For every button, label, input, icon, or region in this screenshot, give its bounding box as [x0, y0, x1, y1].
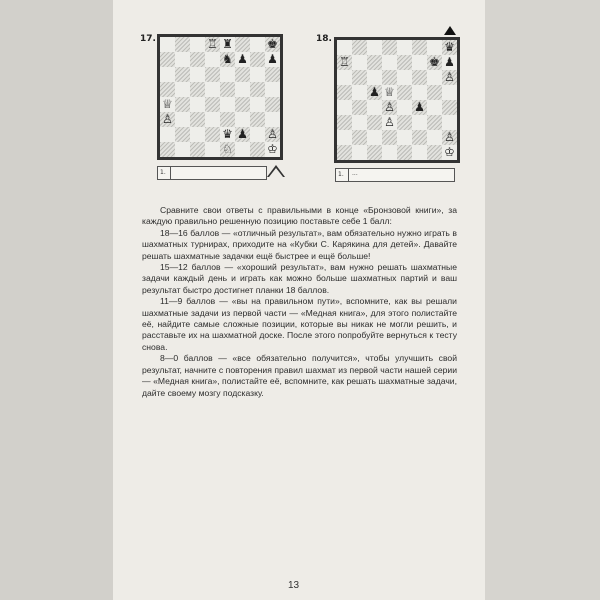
board-square	[175, 112, 190, 127]
white-piece-icon: ♕	[162, 97, 173, 111]
board-square	[190, 142, 205, 157]
board-square	[397, 85, 412, 100]
board-square	[160, 37, 175, 52]
white-piece-icon: ♘	[222, 142, 233, 156]
board-square	[427, 40, 442, 55]
board-square	[190, 67, 205, 82]
board-square	[175, 37, 190, 52]
board-square	[367, 130, 382, 145]
board-square	[205, 127, 220, 142]
board-square	[427, 85, 442, 100]
chessboard-18	[334, 37, 460, 163]
black-piece-icon: ♛	[222, 127, 233, 141]
board-square	[205, 112, 220, 127]
white-piece-icon: ♖	[207, 37, 218, 51]
board-square	[412, 40, 427, 55]
board-square	[397, 115, 412, 130]
paragraph-11-9: 11—9 баллов — «вы на правильном пути», вспомните, как вы решали шахматные задачи из первой части — «Медная книга», для этого полистайте её, найдите самые сложные позиции, которые вы никак не могли решить, и расставьте их на шахматной доске. После этого попробуйте вернуться к тесту снова.	[142, 296, 457, 352]
board-square	[337, 115, 352, 130]
board-square	[220, 67, 235, 82]
board-square	[352, 145, 367, 160]
board-square	[427, 145, 442, 160]
board-square	[205, 82, 220, 97]
board-square	[250, 97, 265, 112]
answer-divider	[348, 169, 349, 181]
board-square	[175, 127, 190, 142]
board-square	[250, 142, 265, 157]
board-square	[250, 112, 265, 127]
board-square	[160, 127, 175, 142]
page-number: 13	[288, 580, 300, 591]
board-square	[337, 130, 352, 145]
board-square	[412, 115, 427, 130]
white-piece-icon: ♙	[444, 70, 455, 84]
board-square	[352, 40, 367, 55]
background-left	[0, 0, 113, 600]
board-square	[175, 67, 190, 82]
board-square	[382, 70, 397, 85]
board-square	[220, 112, 235, 127]
chessboard-17	[157, 34, 283, 160]
board-square	[337, 100, 352, 115]
board-square	[352, 130, 367, 145]
puzzle-number-17: 17.	[140, 34, 156, 44]
board-square	[265, 82, 280, 97]
board-square	[220, 82, 235, 97]
board-square	[190, 127, 205, 142]
board-square	[427, 115, 442, 130]
board-square	[352, 70, 367, 85]
board-square	[442, 100, 457, 115]
board-square	[352, 85, 367, 100]
board-square	[412, 85, 427, 100]
board-square	[367, 55, 382, 70]
board-square	[442, 85, 457, 100]
board-square	[250, 52, 265, 67]
white-piece-icon: ♙	[384, 115, 395, 129]
board-square	[427, 130, 442, 145]
board-square	[412, 130, 427, 145]
white-piece-icon: ♔	[444, 145, 455, 159]
black-piece-icon: ♞	[222, 52, 233, 66]
board-square	[250, 67, 265, 82]
board-square	[160, 82, 175, 97]
board-square	[397, 145, 412, 160]
board-square	[367, 70, 382, 85]
white-piece-icon: ♖	[339, 55, 350, 69]
board-square	[352, 55, 367, 70]
board-square	[352, 100, 367, 115]
board-square	[160, 67, 175, 82]
board-square	[160, 142, 175, 157]
white-piece-icon: ♕	[384, 85, 395, 99]
board-square	[337, 40, 352, 55]
black-to-move-icon	[444, 26, 456, 35]
answer-number-18: 1.	[338, 171, 344, 178]
board-square	[367, 100, 382, 115]
paragraph-intro: Сравните свои ответы с правильными в конце «Бронзовой книги», за каждую правильно решенную позицию поставьте себе 1 балл:	[142, 205, 457, 227]
paragraph-18-16: 18—16 баллов — «отличный результат», вам обязательно нужно играть в шахматных турнирах, приходите на «Кубки С. Карякина для детей». Давайте решать шахматные задачки ещё быстрее и ещё больше!	[142, 227, 457, 261]
board-square	[235, 97, 250, 112]
paragraph-15-12: 15—12 баллов — «хороший результат», вам нужно решать шахматные задачи каждый день и играть как можно больше шахматных партий и ваш результат быстро достигнет планки 18 баллов.	[142, 262, 457, 295]
board-square	[265, 67, 280, 82]
background-right	[485, 0, 600, 600]
board-square	[427, 70, 442, 85]
white-piece-icon: ♙	[444, 130, 455, 144]
board-square	[427, 100, 442, 115]
board-square	[190, 82, 205, 97]
board-square	[397, 130, 412, 145]
board-square	[235, 82, 250, 97]
board-square	[265, 112, 280, 127]
answer-box-18[interactable]	[335, 168, 455, 182]
board-square	[265, 97, 280, 112]
board-square	[352, 115, 367, 130]
board-square	[382, 130, 397, 145]
white-piece-icon: ♙	[267, 127, 278, 141]
board-square	[412, 55, 427, 70]
black-piece-icon: ♟	[444, 55, 455, 69]
black-piece-icon: ♟	[267, 52, 278, 66]
black-piece-icon: ♟	[414, 100, 425, 114]
board-square	[190, 112, 205, 127]
board-square	[337, 85, 352, 100]
board-square	[235, 142, 250, 157]
board-square	[175, 52, 190, 67]
board-square	[367, 115, 382, 130]
board-square	[367, 145, 382, 160]
board-square	[250, 82, 265, 97]
board-square	[190, 97, 205, 112]
black-piece-icon: ♚	[429, 55, 440, 69]
board-square	[175, 97, 190, 112]
black-piece-icon: ♛	[444, 40, 455, 54]
board-square	[235, 112, 250, 127]
black-piece-icon: ♟	[369, 85, 380, 99]
answer-box-17[interactable]	[157, 166, 267, 180]
board-square	[250, 127, 265, 142]
board-square	[382, 40, 397, 55]
board-square	[205, 97, 220, 112]
board-square	[175, 142, 190, 157]
white-piece-icon: ♙	[384, 100, 395, 114]
board-square	[412, 70, 427, 85]
paragraph-8-0: 8—0 баллов — «все обязательно получится», чтобы улучшить свой результат, начните с повторения правил шахмат из первой части нашей серии — «Медная книга», полистайте её, вспомните, как решать шахматные задачи, дайте своему мозгу подсказку.	[142, 353, 457, 398]
board-square	[382, 55, 397, 70]
board-square	[367, 40, 382, 55]
board-square	[397, 70, 412, 85]
board-square	[190, 37, 205, 52]
answer-divider	[170, 167, 171, 179]
board-square	[190, 52, 205, 67]
board-square	[235, 67, 250, 82]
body-text	[142, 205, 457, 399]
board-square	[175, 82, 190, 97]
answer-number-17: 1.	[160, 169, 166, 176]
board-square	[337, 145, 352, 160]
board-square	[397, 100, 412, 115]
board-square	[337, 70, 352, 85]
black-piece-icon: ♚	[267, 37, 278, 51]
black-piece-icon: ♜	[222, 37, 233, 51]
board-square	[160, 52, 175, 67]
board-square	[220, 97, 235, 112]
board-square	[235, 37, 250, 52]
board-square	[382, 145, 397, 160]
white-piece-icon: ♔	[267, 142, 278, 156]
black-piece-icon: ♟	[237, 52, 248, 66]
answer-dots-18: ...	[352, 170, 358, 177]
white-piece-icon: ♙	[162, 112, 173, 126]
board-square	[397, 40, 412, 55]
board-square	[412, 145, 427, 160]
board-square	[250, 37, 265, 52]
puzzle-number-18: 18.	[316, 34, 332, 44]
board-square	[442, 115, 457, 130]
black-piece-icon: ♟	[237, 127, 248, 141]
board-square	[397, 55, 412, 70]
board-square	[205, 52, 220, 67]
board-square	[205, 67, 220, 82]
board-square	[205, 142, 220, 157]
